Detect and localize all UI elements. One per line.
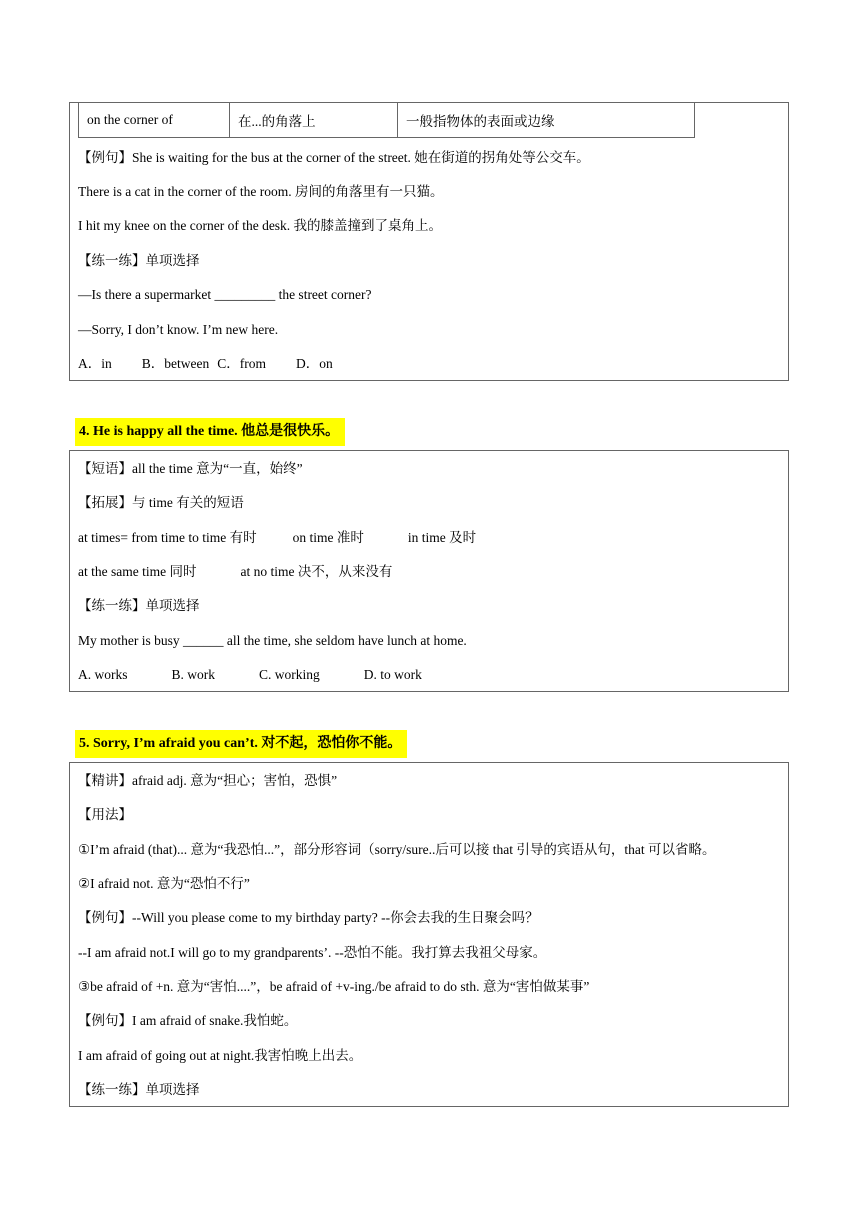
phrase-line: 【短语】all the time 意为“一直，始终” [78, 461, 303, 476]
option-c: C．from [217, 356, 266, 371]
example-2: There is a cat in the corner of the room. 房间的角落里有一只猫。 [78, 184, 444, 199]
usage-1: ①I’m afraid (that)... 意为“我恐怕...”，部分形容词（sorry/sure..后可以接 that 引导的宾语从句，that 可以省略。 [78, 842, 716, 857]
explain-line: 【精讲】afraid adj. 意为“担心；害怕，恐惧” [78, 773, 338, 788]
section-5-heading: 5. Sorry, I’m afraid you can’t. 对不起，恐怕你不能。 [75, 730, 407, 758]
usage-label: 【用法】 [78, 807, 132, 822]
option-a: A. works [78, 667, 128, 682]
option-c: C. working [259, 667, 320, 682]
practice-label: 【练一练】单项选择 [78, 253, 200, 268]
section-4-heading: 4. He is happy all the time. 他总是很快乐。 [75, 418, 345, 446]
practice-label: 【练一练】单项选择 [78, 598, 200, 613]
example-1: 【例句】--Will you please come to my birthday party? --你会去我的生日聚会吗？ [78, 910, 539, 925]
time-box [69, 450, 789, 692]
example-3: I hit my knee on the corner of the desk. 我的膝盖撞到了桌角上。 [78, 218, 443, 233]
example-3: 【例句】I am afraid of snake.我怕蛇。 [78, 1013, 298, 1028]
option-d: D．on [295, 356, 333, 371]
option-d: D. to work [363, 667, 422, 682]
phrase-cell: on the corner of [79, 103, 230, 138]
table-row [79, 103, 695, 138]
practice-label: 【练一练】单项选择 [78, 1082, 200, 1097]
corner-box [69, 102, 789, 381]
meaning-cell: 在...的角落上 [230, 103, 398, 138]
phrase-on-time: on time 准时 [292, 530, 364, 545]
example-4: I am afraid of going out at night.我害怕晚上出去。 [78, 1048, 363, 1063]
afraid-box [69, 762, 789, 1107]
options [78, 666, 422, 684]
phrase-same-time: at the same time 同时 [78, 564, 197, 579]
question-line-2: —Sorry, I don’t know. I’m new here. [78, 322, 279, 337]
option-b: B. work [171, 667, 215, 682]
phrase-no-time: at no time 决不，从来没有 [240, 564, 393, 579]
question-line-1: —Is there a supermarket _________ the street corner? [78, 287, 372, 302]
usage-2: ②I afraid not. 意为“恐怕不行” [78, 876, 250, 891]
example-1: 【例句】She is waiting for the bus at the corner of the street. 她在街道的拐角处等公交车。 [78, 150, 590, 165]
example-2: --I am afraid not.I will go to my grandparents’. --恐怕不能。我打算去我祖父母家。 [78, 945, 547, 960]
extend-line: 【拓展】与 time 有关的短语 [78, 495, 244, 510]
time-phrases-row-2 [78, 563, 392, 581]
question-line: My mother is busy ______ all the time, she seldom have lunch at home. [78, 633, 467, 648]
options [78, 355, 333, 373]
phrase-at-times: at times= from time to time 有时 [78, 530, 257, 545]
option-b: B．between [141, 356, 210, 371]
phrase-in-time: in time 及时 [407, 530, 477, 545]
phrase-table [78, 102, 695, 138]
option-a: A．in [78, 356, 112, 371]
time-phrases-row-1 [78, 529, 476, 547]
usage-3: ③be afraid of +n. 意为“害怕....”，be afraid of +v-ing./be afraid to do sth. 意为“害怕做某事” [78, 979, 590, 994]
note-cell: 一般指物体的表面或边缘 [398, 103, 695, 138]
